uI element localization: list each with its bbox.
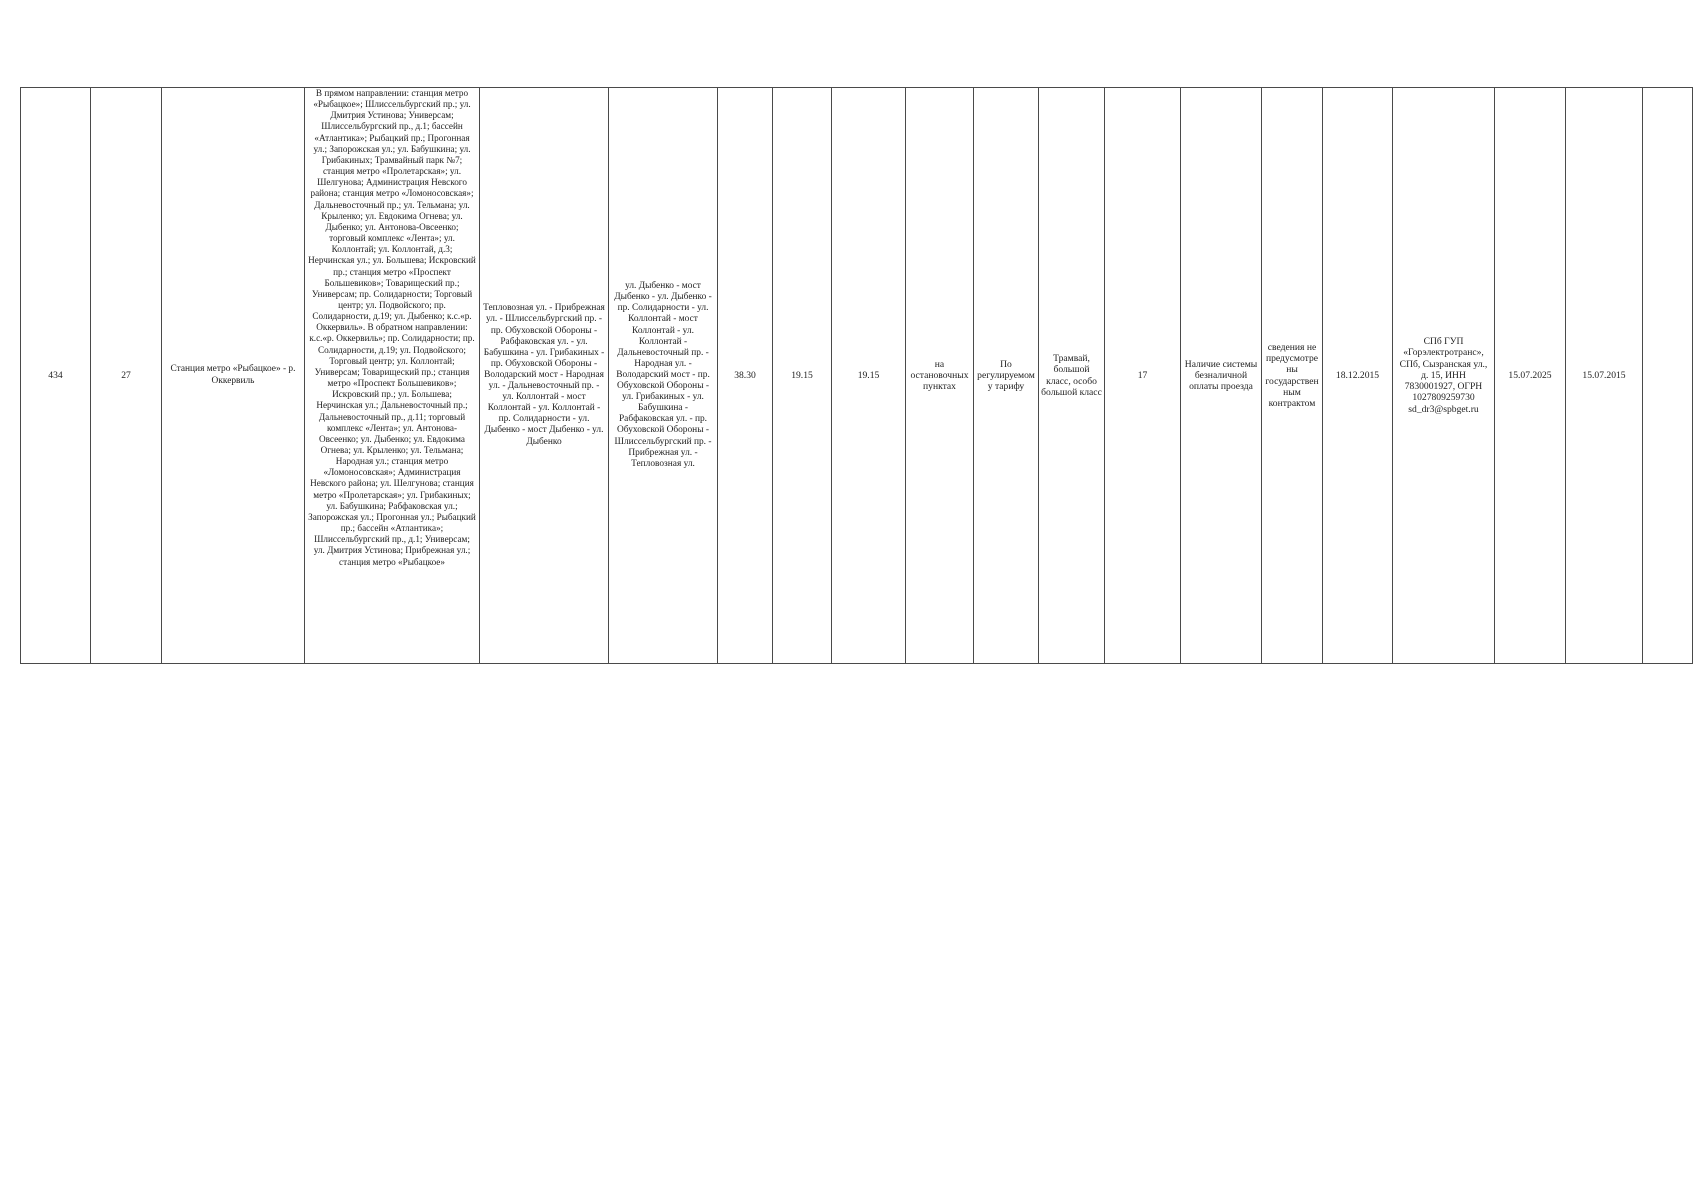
vehicle-characteristics-cell: Наличие системы безналичной оплаты проезда <box>1181 88 1262 664</box>
streets-forward-cell: Тепловозная ул. - Прибрежная ул. - Шлиссельбургский пр. - пр. Обуховской Обороны - Рабфаковская ул. - ул. Бабушкина - ул. Грибакиных - пр. Обуховской Обороны - Володарский мост - Народная ул. - Дальневосточный пр. - ул. Коллонтай - мост Коллонтай - ул. Коллонтай - пр. Солидарности - ул. Дыбенко - мост Дыбенко - ул. Дыбенко <box>480 88 609 664</box>
length-backward-cell: 19.15 <box>832 88 906 664</box>
registry-number-cell: 434 <box>21 88 91 664</box>
vehicle-count-cell: 17 <box>1105 88 1181 664</box>
streets-backward-cell: ул. Дыбенко - мост Дыбенко - ул. Дыбенко - пр. Солидарности - ул. Коллонтай - мост Коллонтай - ул. Коллонтай - Дальневосточный пр. - Народная ул. - Володарский мост - пр. Обуховской Обороны - ул. Грибакиных - ул. Бабушкина - Рабфаковская ул. - пр. Обуховской Обороны - Шлиссельбургский пр. - Прибрежная ул. - Тепловозная ул. <box>609 88 718 664</box>
start-date-cell: 18.12.2015 <box>1323 88 1393 664</box>
date-b-cell: 15.07.2015 <box>1566 88 1643 664</box>
tariff-type-cell: По регулируемому тарифу <box>974 88 1039 664</box>
table-row <box>21 88 1693 664</box>
route-name-cell: Станция метро «Рыбацкое» - р. Оккервиль <box>162 88 305 664</box>
contract-info-cell: сведения не предусмотрены государственным контрактом <box>1262 88 1323 664</box>
route-registry-table <box>20 87 1693 664</box>
vehicle-type-cell: Трамвай, большой класс, особо большой класс <box>1039 88 1105 664</box>
length-forward-cell: 19.15 <box>773 88 832 664</box>
boarding-order-cell: на остановочных пунктах <box>906 88 974 664</box>
route-number-cell: 27 <box>91 88 162 664</box>
carrier-cell: СПб ГУП «Горэлектротранс», СПб, Сызранская ул., д. 15, ИНН 7830001927, ОГРН 1027809259730 sd_dr3@spbget.ru <box>1393 88 1495 664</box>
stops-cell: В прямом направлении: станция метро «Рыбацкое»; Шлиссельбургский пр.; ул. Дмитрия Устинова; Универсам; Шлиссельбургский пр., д.1; бассейн «Атлантика»; Рыбацкий пр.; Прогонная ул.; Запорожская ул.; ул. Бабушкина; ул. Грибакиных; Трамвайный парк №7; станция метро «Пролетарская»; ул. Шелгунова; Администрация Невского района; станция метро «Ломоносовская»; Дальневосточный пр.; ул. Тельмана; ул. Крыленко; ул. Евдокима Огнева; ул. Дыбенко; ул. Антонова-Овсеенко; торговый комплекс «Лента»; ул. Коллонтай; ул. Коллонтай, д.3; Нерчинская ул.; ул. Большева; Искровский пр.; станция метро «Проспект Большевиков»; Товарищеский пр.; Универсам; пр. Солидарности; Торговый центр; ул. Подвойского; пр. Солидарности, д.19; ул. Дыбенко; к.с.«р. Оккервиль». В обратном направлении: к.с.«р. Оккервиль»; пр. Солидарности; пр. Солидарности, д.19; ул. Подвойского; Торговый центр; ул. Коллонтай; Универсам; Товарищеский пр.; станция метро «Проспект Большевиков»; Искровский пр.; ул. Большева; Нерчинская ул.; Дальневосточный пр.; Дальневосточный пр., д.11; торговый комплекс «Лента»; ул. Антонова-Овсеенко; ул. Дыбенко; ул. Евдокима Огнева; ул. Крыленко; ул. Тельмана; Народная ул.; станция метро «Ломоносовская»; Администрация Невского района; ул. Шелгунова; станция метро «Пролетарская»; ул. Грибакиных; ул. Бабушкина; Рабфаковская ул.; Запорожская ул.; Прогонная ул.; Рыбацкий пр.; бассейн «Атлантика»; Шлиссельбургский пр., д.1; Универсам; ул. Дмитрия Устинова; Прибрежная ул.; станция метро «Рыбацкое» <box>305 88 480 664</box>
route-length-cell: 38.30 <box>718 88 773 664</box>
date-a-cell: 15.07.2025 <box>1495 88 1566 664</box>
extra-cell <box>1643 88 1693 664</box>
